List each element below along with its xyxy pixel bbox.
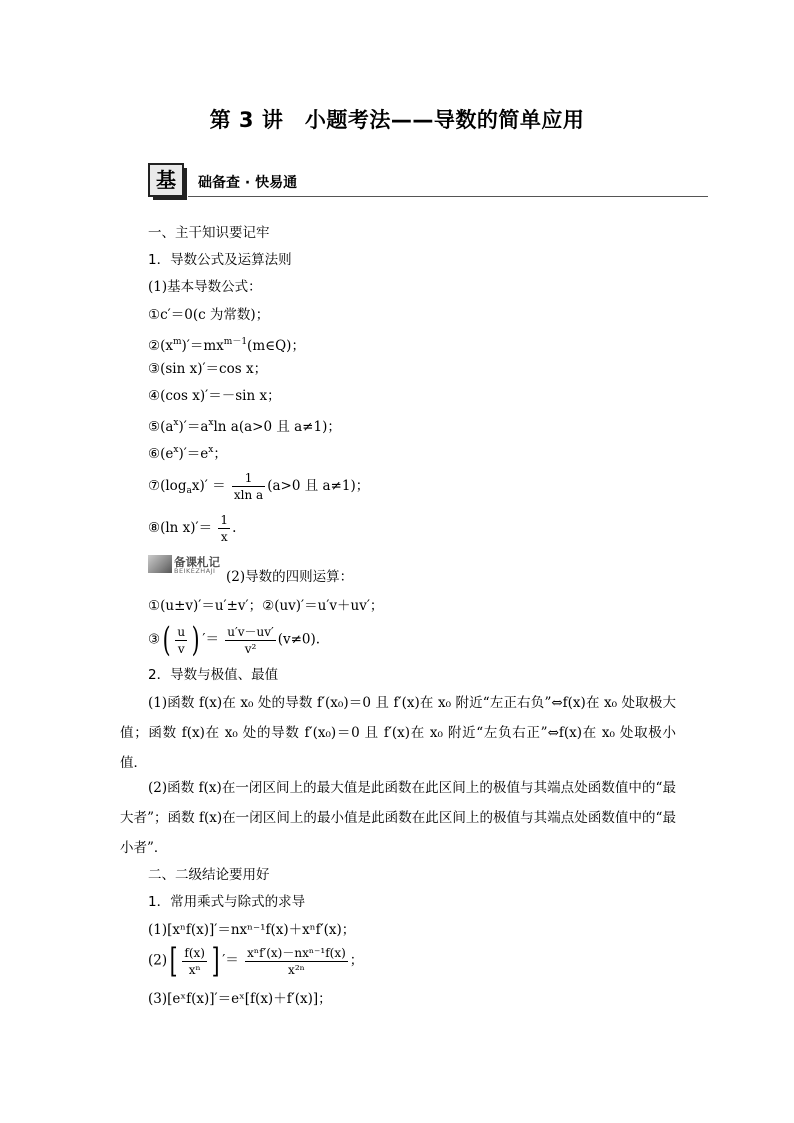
heading-product-quotient: 1．常用乘式与除式的求导 [148,894,306,910]
operation-2: ③( $\frac{u}{v}$ ) ′＝ $\frac{u'v-uv'}{\text{v²}}$ (v≠0). [148,620,321,660]
formula-8: ⑧(ln x)′＝ $\frac{1}{x}$ . [148,513,237,544]
heading-extrema: 2．导数与极值、最值 [148,667,279,683]
notes-icon [148,553,228,577]
banner-rule [188,196,708,197]
conclusion-3: (3)[eˣf(x)]′＝eˣ[f(x)＋f′(x)]； [148,991,332,1007]
formula-5: $⑤(a^x)'=a^x\ln$ a(a>0 且 a≠1)； [148,418,341,435]
notes-label: 备课札记 [174,555,220,569]
fraction: $\frac{1}{x}$ [220,513,229,544]
section-banner [148,163,708,199]
formula-1: ①c′＝0(c 为常数)； [148,307,270,323]
heading-main-knowledge: 一、主干知识要记牢 [148,225,270,241]
banner-label: 础备查 · 快易通 [198,175,298,191]
basic-formulas-heading: (1)基本导数公式： [148,279,262,295]
notes-label-en: BEIKEZHAJI [174,567,216,575]
fraction: $\frac{\text{xⁿf′(x)－nxⁿ⁻¹f(x)}}{\text{x²ⁿ}}$ [247,945,346,977]
formula-4: ④(cos x)′＝－sin x； [148,388,281,404]
paragraph-max-min: (2)函数 f(x)在一闭区间上的最大值是此函数在此区间上的极值与其端点处函数值中的“最大者”；函数 f(x)在一闭区间上的最小值是此函数在此区间上的极值与其端点处函数值中的“最小者”． [120,780,676,856]
formula-3: ③(sin x)′＝cos x； [148,361,268,377]
fraction: $\frac{f(x)}{\text{xⁿ}}$ [184,945,205,977]
conclusion-2: (2)[ $\frac{f(x)}{\text{xⁿ}}$ ] ′＝ $\frac{\text{xⁿf′(x)－nxⁿ⁻¹f(x)}}{\text{x²ⁿ}}$ ； [148,941,364,981]
conclusion-1: (1)[xⁿf(x)]′＝nxⁿ⁻¹f(x)＋xⁿf′(x)； [148,922,356,938]
banner-box: 基 [148,163,184,197]
heading-derivative-formulas: 1．导数公式及运算法则 [148,252,292,268]
formula-7: $⑦(\log_ax)'$ ＝ $\frac{1}{\text{xln a}}$ (a>0 且 a≠1)； [148,471,370,502]
formula-6: $⑥(e^x)'=e^x$； [148,445,227,462]
fraction: $\frac{u'v-uv'}{\text{v²}}$ [227,624,274,656]
formula-2: $②(x^m)'=mx^{m-1}(m\in Q)$； [148,337,305,354]
pen-icon [148,555,172,573]
operation-1: ①(u±v)′＝u′±v′；②(uv)′＝u′v＋uv′； [148,598,384,614]
page-title: 第 3 讲 小题考法——导数的简单应用 [209,108,585,132]
fraction: $\frac{u}{v}$ [177,624,186,656]
four-ops-heading: (2)导数的四则运算： [226,569,354,585]
paragraph-extrema: (1)函数 f(x)在 x₀ 处的导数 f′(x₀)＝0 且 f′(x)在 x₀ 附近“左正右负”⇔f(x)在 x₀ 处取极大值；函数 f(x)在 x₀ 处的导数 f′(x₀)＝0 且 f′(x)在 x₀ 附近“左负右正”⇔f(x)在 x₀ 处取极小值． [120,695,676,771]
heading-conclusions: 二、二级结论要用好 [148,867,270,883]
fraction: $\frac{1}{\text{xln a}}$ [233,471,264,502]
